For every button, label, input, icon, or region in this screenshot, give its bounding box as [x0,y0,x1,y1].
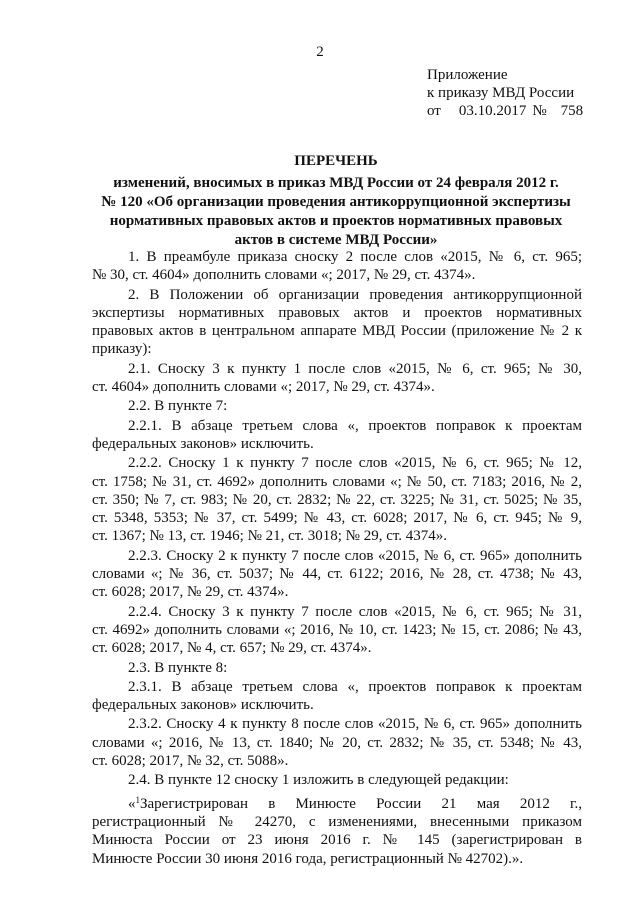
paragraph-line: ст. 5348, 5353; № 37, ст. 5499; № 43, ст. 6028; 2017, № 6, ст. 945; № 9, [92,510,582,527]
appendix-number-sign: № [532,103,547,119]
paragraph-line: 2.3. В пункте 8: [128,659,228,676]
paragraph-line: ст. 1758; № 31, ст. 4692» дополнить словами «; № 50, ст. 7183; 2016, № 2, [92,473,582,490]
heading-title: ПЕРЕЧЕНЬ [294,153,378,169]
paragraph-line: ст. 6028; 2017, № 4, ст. 657; № 29, ст. 4374». [92,640,372,657]
page-number: 2 [316,44,324,60]
paragraph [92,397,582,415]
document-body [92,248,582,869]
appendix-order-ref: к приказу МВД России [427,85,575,101]
paragraph-line: ст. 350; № 7, ст. 983; № 20, ст. 2832; № 22, ст. 3225; № 31, ст. 5025; № 35, [92,491,582,508]
paragraph-line: 1. В преамбуле приказа сноску 2 после слов «2015, № 6, ст. 965; [128,249,582,265]
paragraph [92,771,582,789]
paragraph-line: Минюсте России 30 июня 2016 года, регистрационный № 42702).». [92,850,524,867]
footnote-marker: 1 [135,794,140,805]
paragraph-line: федеральных законов» исключить. [92,435,314,452]
paragraph [92,678,582,715]
paragraph-line: Минюста России от 23 июня 2016 г. № 145 (зарегистрирован в [92,832,582,849]
paragraph-line: № 30, ст. 4604» дополнить словами «; 2017, № 29, ст. 4374». [92,267,476,284]
paragraph-line: ст. 6028; 2017, № 32, ст. 5088». [92,753,289,770]
paragraph [92,248,582,285]
paragraph-line [92,791,582,813]
appendix-order-date-line [427,102,583,120]
paragraph-line: 2.3.2. Сноску 4 к пункту 8 после слов «2015, № 6, ст. 965» дополнить [128,716,582,733]
paragraph-line: ст. 4692» дополнить словами «; 2016, № 10, ст. 1423; № 15, ст. 2086; № 43, [92,621,582,638]
paragraph-line: федеральных законов» исключить. [92,697,314,714]
paragraph [92,417,582,454]
paragraph-line: регистрационный № 24270, с изменениями, внесенными приказом [92,813,582,830]
appendix-block [427,66,583,120]
line-text: Зарегистрирован в Минюсте России 21 мая 2012 г., [140,795,582,812]
paragraph-line: 2. В Положении об организации проведения антикоррупционной [128,286,582,303]
paragraph-line: ст. 4604» дополнить словами «; 2017, № 29, ст. 4374». [92,379,435,396]
heading-line: изменений, вносимых в приказ МВД России от 24 февраля 2012 г. [113,175,559,191]
paragraph-line: 2.2.3. Сноску 2 к пункту 7 после слов «2015, № 6, ст. 965» дополнить [128,547,582,564]
appendix-date: 03.10.2017 [458,103,527,119]
heading-line: актов в системе МВД России» [234,232,438,248]
paragraph-line: ст. 1367; № 13, ст. 1946; № 21, ст. 3018; № 29, ст. 4374». [92,528,448,545]
paragraph-line: словами «; № 36, ст. 5037; № 44, ст. 6122; 2016, № 28, ст. 4738; № 43, [92,566,582,583]
paragraph-line: 2.2.2. Сноску 1 к пункту 7 после слов «2015, № 6, ст. 965; № 12, [128,455,582,472]
paragraph-line: 2.1. Сноску 3 к пункту 1 после слов «2015, № 6, ст. 965; № 30, [128,360,582,377]
paragraph [92,715,582,770]
paragraph-line: 2.4. В пункте 12 сноску 1 изложить в следующей редакции: [128,772,509,789]
paragraph-line: 2.3.1. В абзаце третьем слова «, проектов поправок к проектам [128,678,582,695]
paragraph [92,360,582,397]
appendix-date-prefix: от [427,103,441,119]
paragraph-line: ст. 6028; 2017, № 29, ст. 4374». [92,584,289,601]
paragraph [92,659,582,677]
quote-open: « [128,795,136,812]
paragraph [92,791,582,868]
paragraph-line: экспертизы нормативных правовых актов и проектов нормативных [92,304,582,321]
heading-line: нормативных правовых актов и проектов нормативных правовых [109,213,563,229]
paragraph-line: приказу): [92,341,152,358]
paragraph [92,603,582,658]
appendix-title: Приложение [427,67,508,83]
paragraph [92,454,582,545]
paragraph-line: правовых актов в центральном аппарате МВД России (приложение № 2 к [92,323,582,340]
paragraph-line: 2.2.1. В абзаце третьем слова «, проектов поправок к проектам [128,417,582,434]
paragraph-line: 2.2.4. Сноску 3 к пункту 7 после слов «2015, № 6, ст. 965; № 31, [128,603,582,620]
paragraph-line: словами «; 2016, № 13, ст. 1840; № 20, ст. 2832; № 35, ст. 5348; № 43, [92,734,582,751]
paragraph-line: 2.2. В пункте 7: [128,398,228,415]
heading-line: № 120 «Об организации проведения антикоррупционной экспертизы [101,194,571,210]
paragraph [92,286,582,359]
appendix-number: 758 [560,103,584,119]
document-heading [80,152,592,250]
paragraph [92,547,582,602]
